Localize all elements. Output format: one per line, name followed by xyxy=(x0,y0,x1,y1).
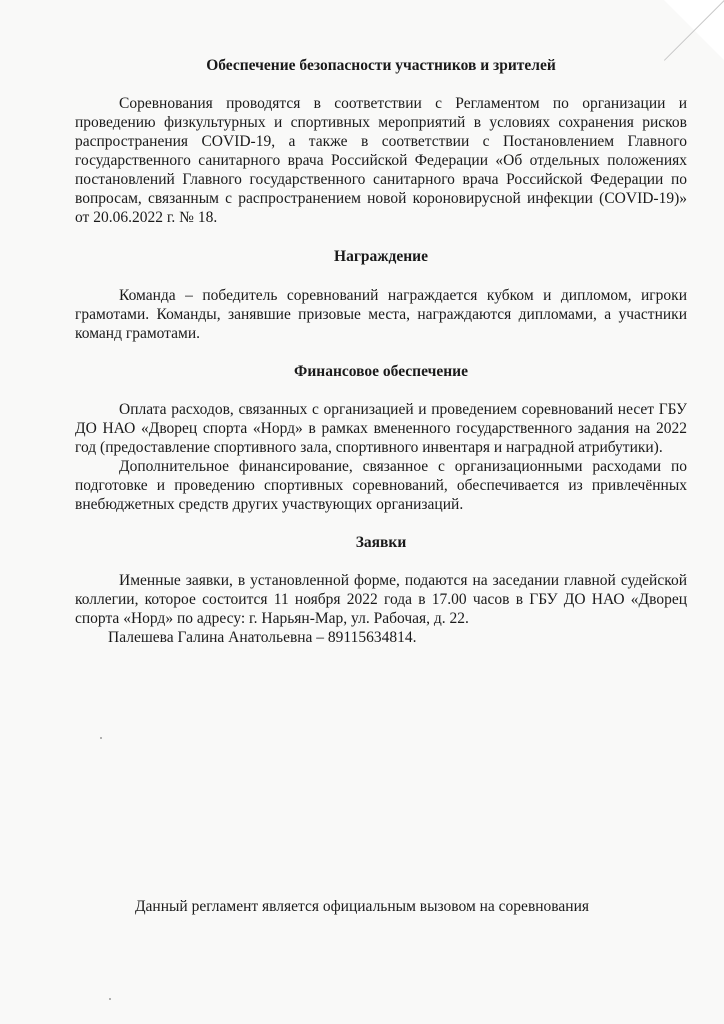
awards-section xyxy=(75,247,687,343)
safety-section xyxy=(75,56,687,227)
applications-heading: Заявки xyxy=(355,534,407,551)
safety-paragraph: Соревнования проводятся в соответствии с Регламентом по организации и проведению физкультурных и спортивных мероприятий в условиях сохранения рисков распространения COVID-19, а также в соответствии с Постановлением Главного государственного санитарного врача Российской Федерации «Об отдельных положениях постановлений Главного государственного санитарного врача Российской Федерации по вопросам, связанным с распространением новой короновирусной инфекции (COVID-19)» от 20.06.2022 г. № 18. xyxy=(75,95,687,226)
scan-speck xyxy=(109,998,111,1000)
finance-paragraph-1: Оплата расходов, связанных с организацией и проведением соревнований несет ГБУ ДО НАО «Дворец спорта «Норд» в рамках вмененного государственного задания на 2022 год (предоставление спортивного зала, спортивного инвентаря и наградной атрибутики). xyxy=(75,401,687,456)
finance-section xyxy=(75,362,687,514)
awards-paragraph: Команда – победитель соревнований награждается кубком и дипломом, игроки грамотами. Команды, занявшие призовые места, награждаются дипломами, а участники команд грамотами. xyxy=(75,287,687,342)
finance-paragraph-2: Дополнительное финансирование, связанное с организационными расходами по подготовке и проведению спортивных соревнований, обеспечивается из привлечённых внебюджетных средств других участвующих организаций. xyxy=(75,458,687,513)
contact-line: Палешева Галина Анатольевна – 89115634814. xyxy=(108,629,417,646)
document-body xyxy=(75,56,687,647)
official-call-note: Данный регламент является официальным вызовом на соревнования xyxy=(134,898,590,915)
awards-heading: Награждение xyxy=(334,248,428,265)
scan-speck xyxy=(100,737,102,739)
applications-paragraph: Именные заявки, в установленной форме, подаются на заседании главной судейской коллегии, которое состоится 11 ноября 2022 года в 17.00 часов в ГБУ ДО НАО «Дворец спорта «Норд» по адресу: г. Нарьян-Мар, ул. Рабочая, д. 22. xyxy=(75,572,687,627)
safety-heading: Обеспечение безопасности участников и зрителей xyxy=(206,57,556,74)
applications-section xyxy=(75,533,687,647)
finance-heading: Финансовое обеспечение xyxy=(294,363,468,380)
